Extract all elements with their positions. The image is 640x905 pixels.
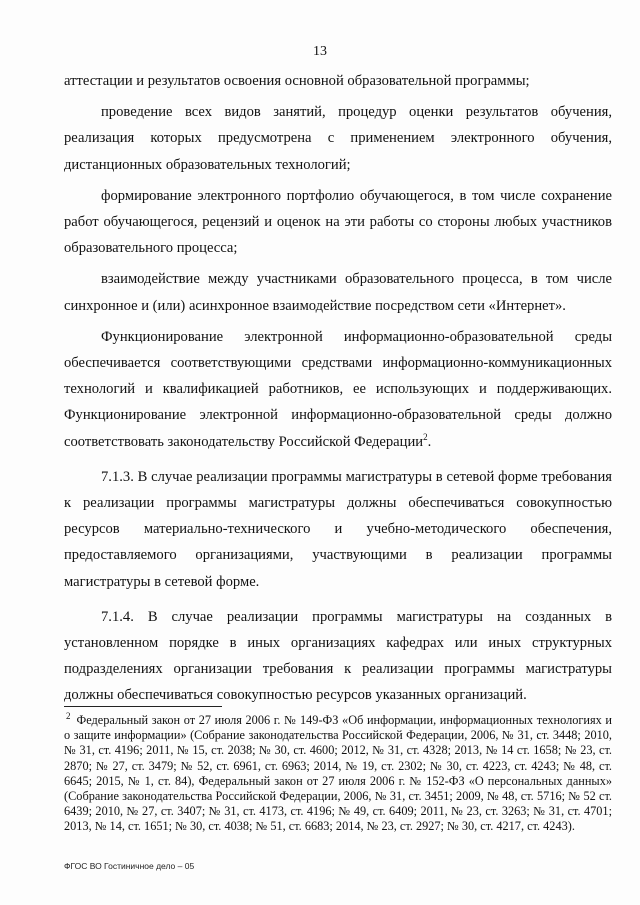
footnote — [64, 710, 612, 835]
page-footer: ФГОС ВО Гостиничное дело – 05 — [64, 861, 195, 871]
paragraph-7-1-4: 7.1.4. В случае реализации программы магистратуры на созданных в установленном порядке в иных организациях кафедрах или иных структурных подразделениях организации требования к реализации программы магистратуры должны обеспечиваться совокупностью ресурсов указанных организаций. — [64, 608, 612, 704]
footnote-marker: 2 — [66, 710, 71, 721]
page-number: 13 — [313, 44, 327, 59]
footnote-reference: 2 — [423, 431, 428, 442]
paragraph-portfolio: формирование электронного портфолио обучающегося, в том числе сохранение работ обучающегося, рецензий и оценок на эти работы со стороны любых участников образовательного процесса; — [64, 187, 612, 257]
footnote-separator — [64, 706, 222, 707]
paragraph-7-1-3: 7.1.3. В случае реализации программы магистратуры в сетевой форме требования к реализации программы магистратуры должны обеспечиваться совокупностью ресурсов материально-технического и учебно-методического обеспечения, предоставляемого организациями, участвующими в реализации программы магистратуры в сетевой форме. — [64, 468, 612, 590]
paragraph-conducting-classes: проведение всех видов занятий, процедур оценки результатов обучения, реализация которых предусмотрена с применением электронного обучения, дистанционных образовательных технологий; — [64, 104, 612, 173]
paragraph-interaction: взаимодействие между участниками образовательного процесса, в том числе синхронное и (или) асинхронное взаимодействие посредством сети «Интернет». — [64, 271, 612, 314]
footnote-text: Федеральный закон от 27 июля 2006 г. № 149-ФЗ «Об информации, информационных технологиях и о защите информации» (Собрание законодательства Российской Федерации, 2006, № 31, ст. 3448; 2010, № 31, ст. 4196; 2011, № 15, ст. 2038; № 30, ст. 4600; 2012, № 31, ст. 4328; 2013, № 14 ст. 1658; № 23, ст. 2870; № 27, ст. 3479; № 52, ст. 6961, ст. 6963; 2014, № 19, ст. 2302; № 30, ст. 4223, ст. 4243; № 48, ст. 6645; 2015, № 1, ст. 84), Федеральный закон от 27 июля 2006 г. № 152-ФЗ «О персональных данных» (Собрание законодательства Российской Федерации, 2006, № 31, ст. 3451; 2009, № 48, ст. 5716; № 52 ст. 6439; 2010, № 27, ст. 3407; № 31, ст. 4173, ст. 4196; № 49, ст. 6409; 2011, № 23, ст. 3263; № 31, ст. 4701; 2013, № 14, ст. 1651; № 30, ст. 4038; № 51, ст. 6683; 2014, № 23, ст. 2927; № 30, ст. 4217, ст. 4243). — [64, 713, 612, 834]
paragraph-functioning — [64, 324, 612, 455]
main-text — [64, 68, 612, 709]
paragraph-continuation: аттестации и результатов освоения основной образовательной программы; — [64, 73, 530, 89]
paragraph-functioning-text: Функционирование электронной информационно-образовательной среды обеспечивается соответствующими средствами информационно-коммуникационных технологий и квалификацией работников, ее использующих и поддерживающих. Функционирование электронной информационно-образовательной среды должно соответствовать законодательству Российской Федерации — [64, 328, 612, 450]
paragraph-functioning-end: . — [427, 433, 432, 450]
